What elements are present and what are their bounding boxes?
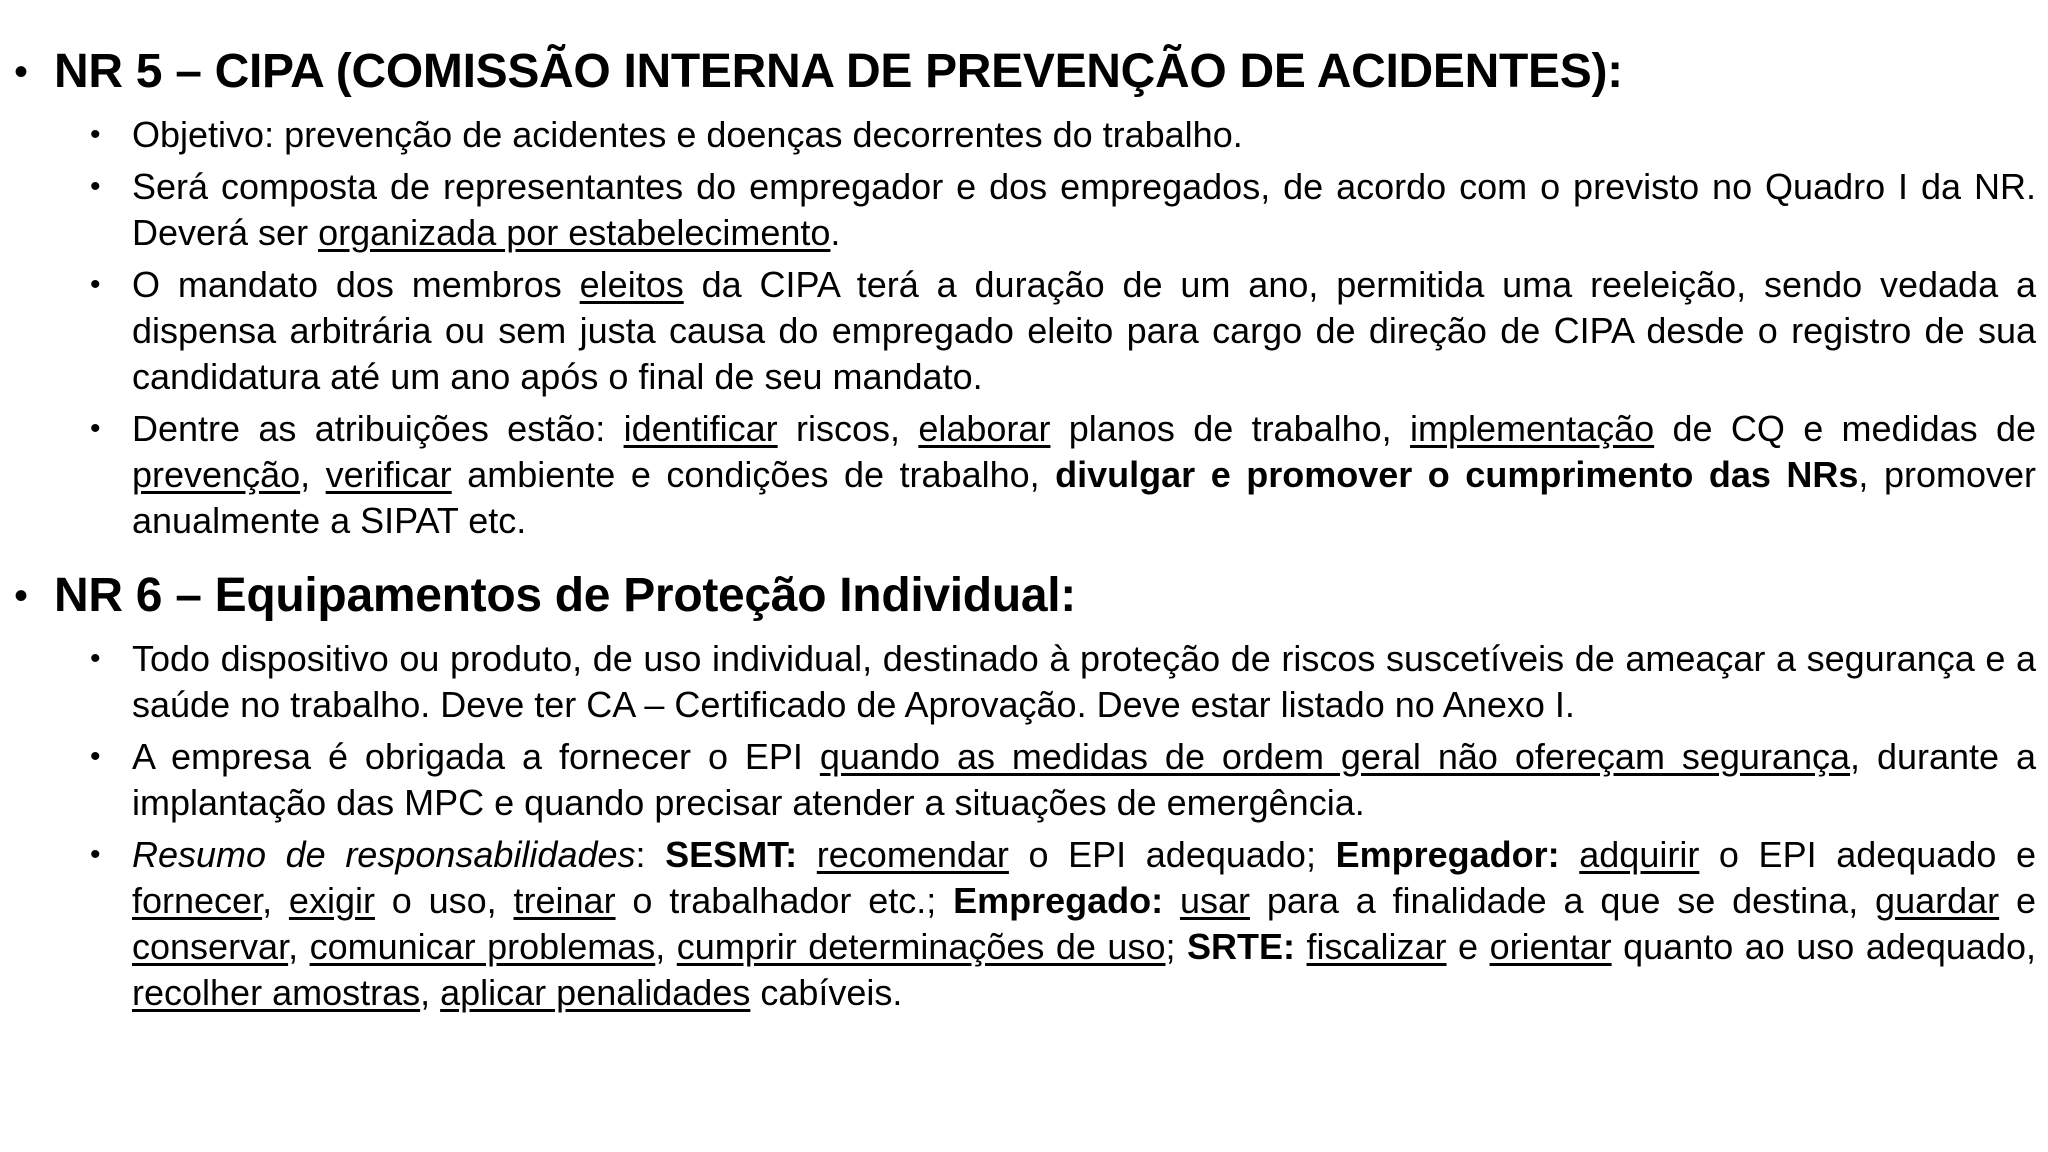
underlined-text: comunicar problemas: [309, 926, 656, 967]
item-text: cabíveis.: [750, 972, 903, 1013]
underlined-text: conservar: [132, 926, 289, 967]
bullet-icon: •: [90, 740, 101, 773]
underlined-text: fiscalizar: [1306, 926, 1447, 967]
underlined-text: aplicar penalidades: [440, 972, 751, 1013]
item-text: [1295, 926, 1307, 967]
item-text: [1560, 834, 1580, 875]
bullet-icon: •: [90, 412, 101, 445]
item-text: e: [1999, 880, 2036, 921]
item-text: o uso,: [374, 880, 514, 921]
italic-text: Resumo de responsabilidades: [132, 834, 636, 875]
item-text: A empresa é obrigada a fornecer o EPI: [132, 736, 820, 777]
item-text: ,: [288, 926, 310, 967]
item-text: Será composta de representantes do empregador e dos empregados, de acordo com o previsto no Quadro I da NR. Deverá ser: [132, 166, 2036, 253]
item-text: Dentre as atribuições estão:: [132, 408, 624, 449]
item-text: ,: [262, 880, 289, 921]
section-nr5: [0, 38, 2048, 544]
item-text: , promover anualmente a SIPAT etc.: [132, 454, 2036, 541]
item-text: riscos,: [777, 408, 919, 449]
section-title-text: NR 6 – Equipamentos de Proteção Individual:: [54, 569, 1076, 622]
item-text: e: [1446, 926, 1490, 967]
bullet-item: [0, 262, 2048, 400]
underlined-text: orientar: [1489, 926, 1612, 967]
item-text: [797, 834, 817, 875]
section-title-nr6: [0, 562, 2048, 630]
underlined-text: organizada por estabelecimento: [318, 212, 831, 253]
item-text: Todo dispositivo ou produto, de uso individual, destinado à proteção de riscos suscetíveis de ameaçar a segurança e a saúde no trabalho. Deve ter CA – Certificado de Aprovação. Deve estar listado no Anexo I.: [132, 638, 2036, 725]
underlined-text: elaborar: [918, 408, 1051, 449]
item-text: ,: [655, 926, 677, 967]
section-title-nr5: [0, 38, 2048, 106]
item-text: , durante a implantação das MPC e quando precisar atender a situações de emergência.: [132, 736, 2036, 823]
section-nr6: [0, 562, 2048, 1016]
underlined-text: prevenção: [132, 454, 301, 495]
item-text: planos de trabalho,: [1050, 408, 1411, 449]
bold-text: SESMT:: [665, 834, 798, 875]
underlined-text: quando as medidas de ordem geral não ofereçam segurança: [819, 736, 1850, 777]
bullet-icon: •: [90, 268, 101, 301]
item-text: O mandato dos membros: [132, 264, 580, 305]
underlined-text: treinar: [513, 880, 616, 921]
bold-text: Empregador:: [1335, 834, 1560, 875]
bullet-icon: •: [90, 838, 101, 871]
underlined-text: recolher amostras: [132, 972, 421, 1013]
item-text: ,: [300, 454, 326, 495]
item-text: ,: [420, 972, 441, 1013]
underlined-text: identificar: [623, 408, 778, 449]
item-list: [0, 636, 2048, 1016]
item-text: ;: [1165, 926, 1187, 967]
section-title-text: NR 5 – CIPA (COMISSÃO INTERNA DE PREVENÇÃO DE ACIDENTES):: [54, 45, 1623, 98]
item-text: o trabalhador etc.;: [615, 880, 954, 921]
item-text: .: [830, 212, 841, 253]
item-list: [0, 112, 2048, 544]
bullet-item: [0, 164, 2048, 256]
item-text: da CIPA terá a duração de um ano, permitida uma reeleição, sendo vedada a dispensa arbitrária ou sem justa causa do empregado eleito para cargo de direção de CIPA desde o registro de sua candidatura até um ano após o final de seu mandato.: [132, 264, 2036, 397]
item-text: Objetivo: prevenção de acidentes e doenças decorrentes do trabalho.: [132, 114, 1243, 155]
bullet-item: [0, 112, 2048, 158]
underlined-text: usar: [1179, 880, 1250, 921]
bullet-item: [0, 406, 2048, 544]
underlined-text: fornecer: [132, 880, 263, 921]
item-text: o EPI adequado;: [1008, 834, 1336, 875]
bold-text: divulgar e promover o cumprimento das NRs: [1055, 454, 1859, 495]
bold-text: Empregado:: [953, 880, 1164, 921]
item-text: o EPI adequado e: [1699, 834, 2037, 875]
bullet-icon: •: [90, 642, 101, 675]
item-text: ambiente e condições de trabalho,: [451, 454, 1056, 495]
underlined-text: exigir: [288, 880, 375, 921]
underlined-text: guardar: [1875, 880, 2000, 921]
underlined-text: eleitos: [579, 264, 684, 305]
bullet-icon: •: [90, 170, 101, 203]
bullet-item: [0, 734, 2048, 826]
bullet-icon: •: [90, 118, 101, 151]
item-text: de CQ e medidas de: [1654, 408, 2036, 449]
underlined-text: verificar: [325, 454, 452, 495]
item-text: [1163, 880, 1180, 921]
item-text: :: [635, 834, 666, 875]
underlined-text: recomendar: [816, 834, 1009, 875]
bullet-icon: •: [14, 574, 28, 618]
bold-text: SRTE:: [1187, 926, 1295, 967]
bullet-item: [0, 636, 2048, 728]
underlined-text: adquirir: [1579, 834, 1700, 875]
bullet-icon: •: [14, 50, 28, 94]
item-text: para a finalidade a que se destina,: [1249, 880, 1876, 921]
underlined-text: cumprir determinações de uso: [676, 926, 1166, 967]
underlined-text: implementação: [1410, 408, 1655, 449]
bullet-item: [0, 832, 2048, 1016]
item-text: quanto ao uso adequado,: [1611, 926, 2036, 967]
